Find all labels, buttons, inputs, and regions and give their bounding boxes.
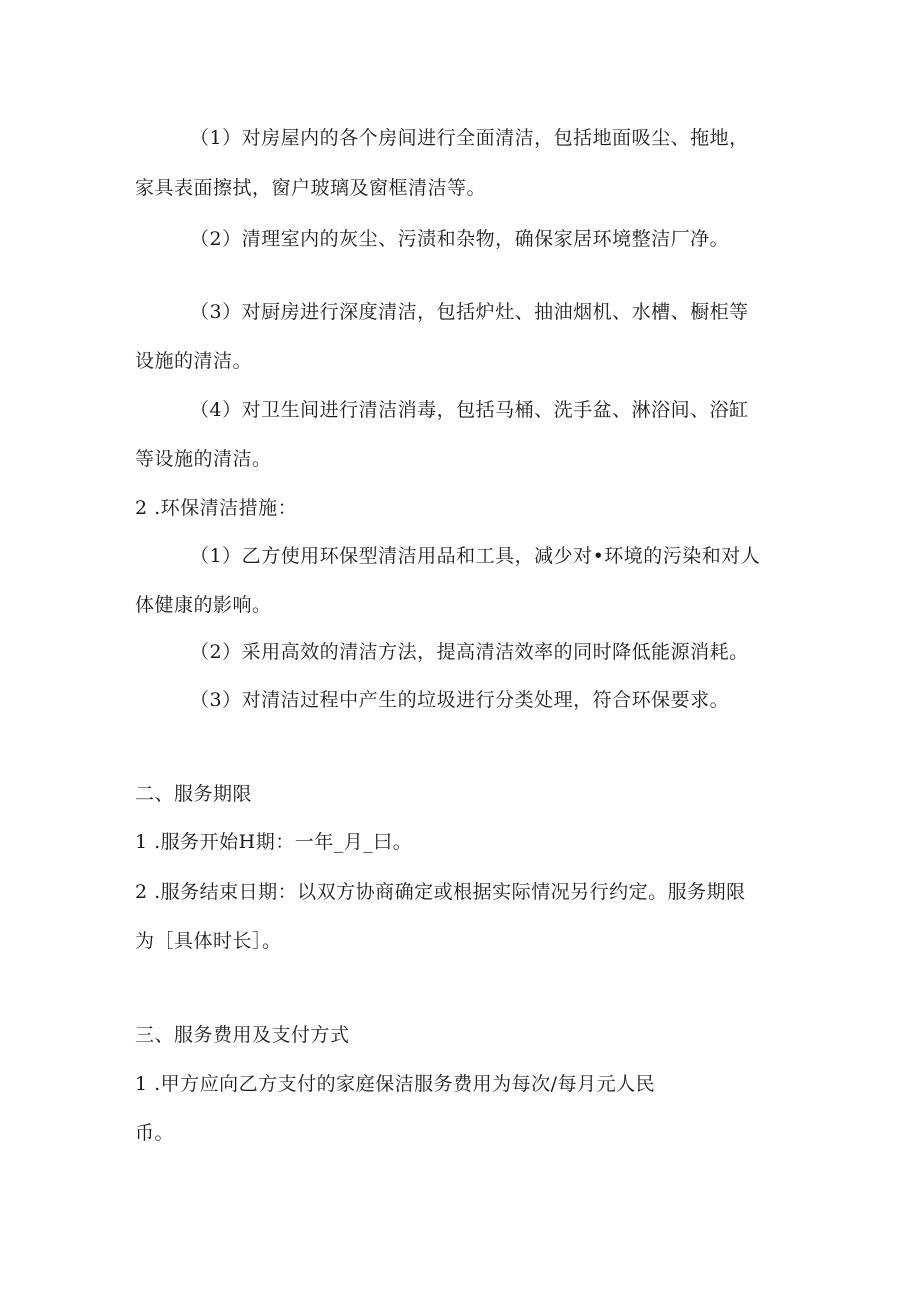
cleaning-item-1-line-1: （1）对房屋内的各个房间进行全面清洁，包括地面吸尘、拖地， xyxy=(190,127,749,149)
eco-item-1-line-2: 体健康的影响。 xyxy=(135,594,272,616)
service-fee-item-1-line-2: 币。 xyxy=(135,1122,175,1144)
cleaning-item-4-line-2: 等设施的清洁。 xyxy=(135,448,272,470)
service-term-item-2-line-2: 为［具体时长］。 xyxy=(135,930,282,952)
service-term-item-2-line-1: 2 .服务结束日期：以双方协商确定或根据实际情况另行约定。服务期限 xyxy=(135,881,746,903)
cleaning-item-4-line-1: （4）对卫生间进行清洁消毒，包括马桶、洗手盆、淋浴间、浴缸 xyxy=(190,399,749,421)
eco-item-1-line-1: （1）乙方使用环保型清洁用品和工具，减少对•环境的污染和对人 xyxy=(190,545,761,567)
service-fee-heading: 三、服务费用及支付方式 xyxy=(135,1024,350,1046)
eco-measures-heading: 2 .环保清洁措施： xyxy=(135,497,298,519)
eco-item-3: （3）对清洁过程中产生的垃圾进行分类处理，符合环保要求。 xyxy=(190,689,730,711)
service-term-item-1: 1 .服务开始H期：一年_月_曰。 xyxy=(135,831,413,853)
cleaning-item-1-line-2: 家具表面擦拭，窗户玻璃及窗框清洁等。 xyxy=(135,177,487,199)
cleaning-item-2: （2）清理室内的灰尘、污渍和杂物，确保家居环境整洁厂净。 xyxy=(190,228,730,250)
cleaning-item-3-line-2: 设施的清洁。 xyxy=(135,350,253,372)
service-term-heading: 二、服务期限 xyxy=(135,783,253,805)
service-fee-item-1-line-1: 1 .甲方应向乙方支付的家庭保洁服务费用为每次/每月元人民 xyxy=(135,1073,656,1095)
eco-item-2: （2）采用高效的清洁方法，提高清洁效率的同时降低能源消耗。 xyxy=(190,641,749,663)
cleaning-item-3-line-1: （3）对厨房进行深度清洁，包括炉灶、抽油烟机、水槽、橱柜等 xyxy=(190,301,749,323)
